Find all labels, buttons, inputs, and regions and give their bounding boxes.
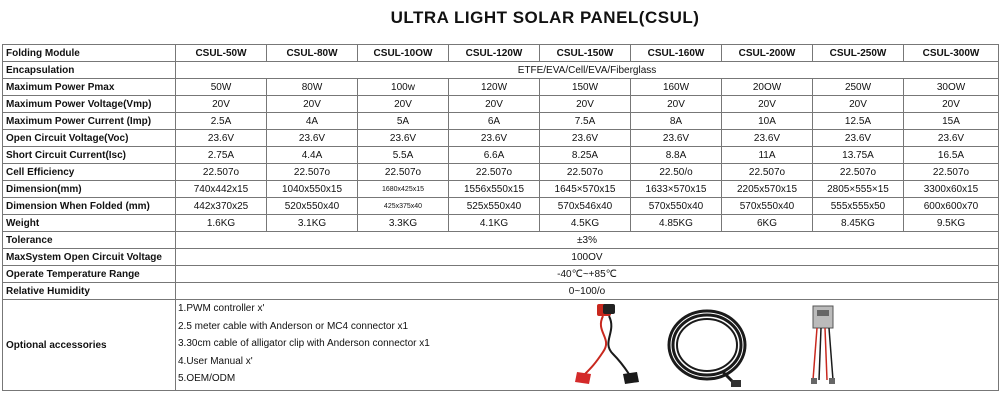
row-value: 525x550x40 bbox=[449, 198, 540, 215]
row-value: 520x550x40 bbox=[267, 198, 358, 215]
model-header: CSUL-200W bbox=[722, 45, 813, 62]
row-value: 23.6V bbox=[176, 130, 267, 147]
row-value: 22.507o bbox=[267, 164, 358, 181]
row-value: 20V bbox=[176, 96, 267, 113]
row-value: 150W bbox=[540, 79, 631, 96]
row-value-span: ETFE/EVA/Cell/EVA/Fiberglass bbox=[176, 62, 999, 79]
row-value: 23.6V bbox=[449, 130, 540, 147]
spec-row bbox=[3, 147, 999, 164]
row-value-span: ±3% bbox=[176, 232, 999, 249]
row-label: Cell Efficiency bbox=[3, 164, 176, 181]
row-value: 22.507o bbox=[540, 164, 631, 181]
row-value: 8.8A bbox=[631, 147, 722, 164]
row-value: 2205x570x15 bbox=[722, 181, 813, 198]
row-value: 570x546x40 bbox=[540, 198, 631, 215]
row-value: 20V bbox=[540, 96, 631, 113]
header-label: Folding Module bbox=[3, 45, 176, 62]
row-value: 22.507o bbox=[722, 164, 813, 181]
row-value: 2805×555×15 bbox=[813, 181, 904, 198]
row-value: 22.507o bbox=[358, 164, 449, 181]
model-header: CSUL-50W bbox=[176, 45, 267, 62]
model-header: CSUL-80W bbox=[267, 45, 358, 62]
row-value: 740x442x15 bbox=[176, 181, 267, 198]
spec-row bbox=[3, 215, 999, 232]
row-value: 160W bbox=[631, 79, 722, 96]
accessories-cell bbox=[176, 300, 999, 391]
accessory-item: 2.5 meter cable with Anderson or MC4 connector x1 bbox=[178, 320, 409, 332]
row-value: 6A bbox=[449, 113, 540, 130]
row-value: 23.6V bbox=[813, 130, 904, 147]
row-value: 20V bbox=[722, 96, 813, 113]
pwm-controller-image bbox=[803, 302, 843, 388]
model-header: CSUL-150W bbox=[540, 45, 631, 62]
row-label: MaxSystem Open Circuit Voltage bbox=[3, 249, 176, 266]
row-value: 30OW bbox=[904, 79, 999, 96]
row-value: 23.6V bbox=[904, 130, 999, 147]
model-header: CSUL-250W bbox=[813, 45, 904, 62]
row-value: 3.1KG bbox=[267, 215, 358, 232]
row-value-span: 0~100/o bbox=[176, 283, 999, 300]
row-value-span: -40℃~+85℃ bbox=[176, 266, 999, 283]
row-value: 1680x425x15 bbox=[358, 181, 449, 198]
row-value: 22.507o bbox=[449, 164, 540, 181]
accessories-row bbox=[3, 300, 999, 391]
row-value: 22.507o bbox=[904, 164, 999, 181]
spec-row bbox=[3, 62, 999, 79]
row-label: Dimension When Folded (mm) bbox=[3, 198, 176, 215]
row-value: 570x550x40 bbox=[631, 198, 722, 215]
header-row bbox=[3, 45, 999, 62]
row-value: 3.3KG bbox=[358, 215, 449, 232]
spec-row bbox=[3, 266, 999, 283]
row-value: 20V bbox=[267, 96, 358, 113]
row-label: Open Circuit Voltage(Voc) bbox=[3, 130, 176, 147]
row-value: 120W bbox=[449, 79, 540, 96]
accessory-item: 5.OEM/ODM bbox=[178, 373, 236, 384]
row-value: 600x600x70 bbox=[904, 198, 999, 215]
accessories-label: Optional accessories bbox=[3, 300, 176, 391]
row-label: Maximum Power Voltage(Vmp) bbox=[3, 96, 176, 113]
alligator-clip-cable-image bbox=[573, 302, 643, 388]
row-value: 20V bbox=[358, 96, 449, 113]
row-value: 442x370x25 bbox=[176, 198, 267, 215]
row-value: 570x550x40 bbox=[722, 198, 813, 215]
row-label: Tolerance bbox=[3, 232, 176, 249]
row-value: 22.50/o bbox=[631, 164, 722, 181]
row-value: 23.6V bbox=[358, 130, 449, 147]
row-label: Operate Temperature Range bbox=[3, 266, 176, 283]
row-value: 2.75A bbox=[176, 147, 267, 164]
row-value: 20V bbox=[813, 96, 904, 113]
spec-row bbox=[3, 96, 999, 113]
row-value: 425x375x40 bbox=[358, 198, 449, 215]
row-value: 7.5A bbox=[540, 113, 631, 130]
row-value: 20V bbox=[449, 96, 540, 113]
row-value: 6.6A bbox=[449, 147, 540, 164]
row-value: 50W bbox=[176, 79, 267, 96]
accessory-item: 4.User Manual x' bbox=[178, 355, 253, 367]
row-value: 11A bbox=[722, 147, 813, 164]
row-value: 3300x60x15 bbox=[904, 181, 999, 198]
row-value: 4.85KG bbox=[631, 215, 722, 232]
row-value: 12.5A bbox=[813, 113, 904, 130]
accessory-item: 1.PWM controller x' bbox=[178, 303, 265, 314]
row-value: 23.6V bbox=[540, 130, 631, 147]
row-value: 9.5KG bbox=[904, 215, 999, 232]
row-value: 20V bbox=[904, 96, 999, 113]
row-value: 80W bbox=[267, 79, 358, 96]
spec-row bbox=[3, 181, 999, 198]
row-label: Encapsulation bbox=[3, 62, 176, 79]
row-label: Weight bbox=[3, 215, 176, 232]
row-value: 6KG bbox=[722, 215, 813, 232]
row-value: 4.5KG bbox=[540, 215, 631, 232]
row-label: Relative Humidity bbox=[3, 283, 176, 300]
spec-row bbox=[3, 113, 999, 130]
row-value: 4.1KG bbox=[449, 215, 540, 232]
row-value: 1633×570x15 bbox=[631, 181, 722, 198]
row-value: 8A bbox=[631, 113, 722, 130]
row-value: 1040x550x15 bbox=[267, 181, 358, 198]
row-value: 23.6V bbox=[722, 130, 813, 147]
spec-row bbox=[3, 249, 999, 266]
row-value: 1.6KG bbox=[176, 215, 267, 232]
row-label: Dimension(mm) bbox=[3, 181, 176, 198]
spec-row bbox=[3, 198, 999, 215]
accessory-item: 3.30cm cable of alligator clip with Anderson connector x1 bbox=[178, 338, 430, 349]
row-value: 100w bbox=[358, 79, 449, 96]
row-value: 13.75A bbox=[813, 147, 904, 164]
row-value: 22.507o bbox=[176, 164, 267, 181]
row-value: 8.45KG bbox=[813, 215, 904, 232]
accessories-list bbox=[178, 300, 430, 388]
row-value: 5.5A bbox=[358, 147, 449, 164]
row-value: 1645×570x15 bbox=[540, 181, 631, 198]
model-header: CSUL-300W bbox=[904, 45, 999, 62]
model-header: CSUL-120W bbox=[449, 45, 540, 62]
row-label: Maximum Power Current (Imp) bbox=[3, 113, 176, 130]
row-value: 10A bbox=[722, 113, 813, 130]
model-header: CSUL-160W bbox=[631, 45, 722, 62]
row-value: 16.5A bbox=[904, 147, 999, 164]
spec-row bbox=[3, 283, 999, 300]
row-value: 250W bbox=[813, 79, 904, 96]
row-value: 20OW bbox=[722, 79, 813, 96]
spec-row bbox=[3, 130, 999, 147]
row-label: Maximum Power Pmax bbox=[3, 79, 176, 96]
spec-row bbox=[3, 232, 999, 249]
row-value: 20V bbox=[631, 96, 722, 113]
row-value: 1556x550x15 bbox=[449, 181, 540, 198]
row-value: 5A bbox=[358, 113, 449, 130]
coiled-cable-image bbox=[663, 300, 753, 390]
page-title: ULTRA LIGHT SOLAR PANEL(CSUL) bbox=[390, 8, 700, 27]
row-value: 4.4A bbox=[267, 147, 358, 164]
row-value: 555x555x50 bbox=[813, 198, 904, 215]
row-value-span: 100OV bbox=[176, 249, 999, 266]
row-value: 8.25A bbox=[540, 147, 631, 164]
row-value: 23.6V bbox=[631, 130, 722, 147]
row-value: 23.6V bbox=[267, 130, 358, 147]
model-header: CSUL-10OW bbox=[358, 45, 449, 62]
row-value: 15A bbox=[904, 113, 999, 130]
row-value: 4A bbox=[267, 113, 358, 130]
spec-table bbox=[2, 44, 999, 391]
spec-row bbox=[3, 79, 999, 96]
row-value: 2.5A bbox=[176, 113, 267, 130]
row-label: Short Circuit Current(Isc) bbox=[3, 147, 176, 164]
spec-row bbox=[3, 164, 999, 181]
row-value: 22.507o bbox=[813, 164, 904, 181]
